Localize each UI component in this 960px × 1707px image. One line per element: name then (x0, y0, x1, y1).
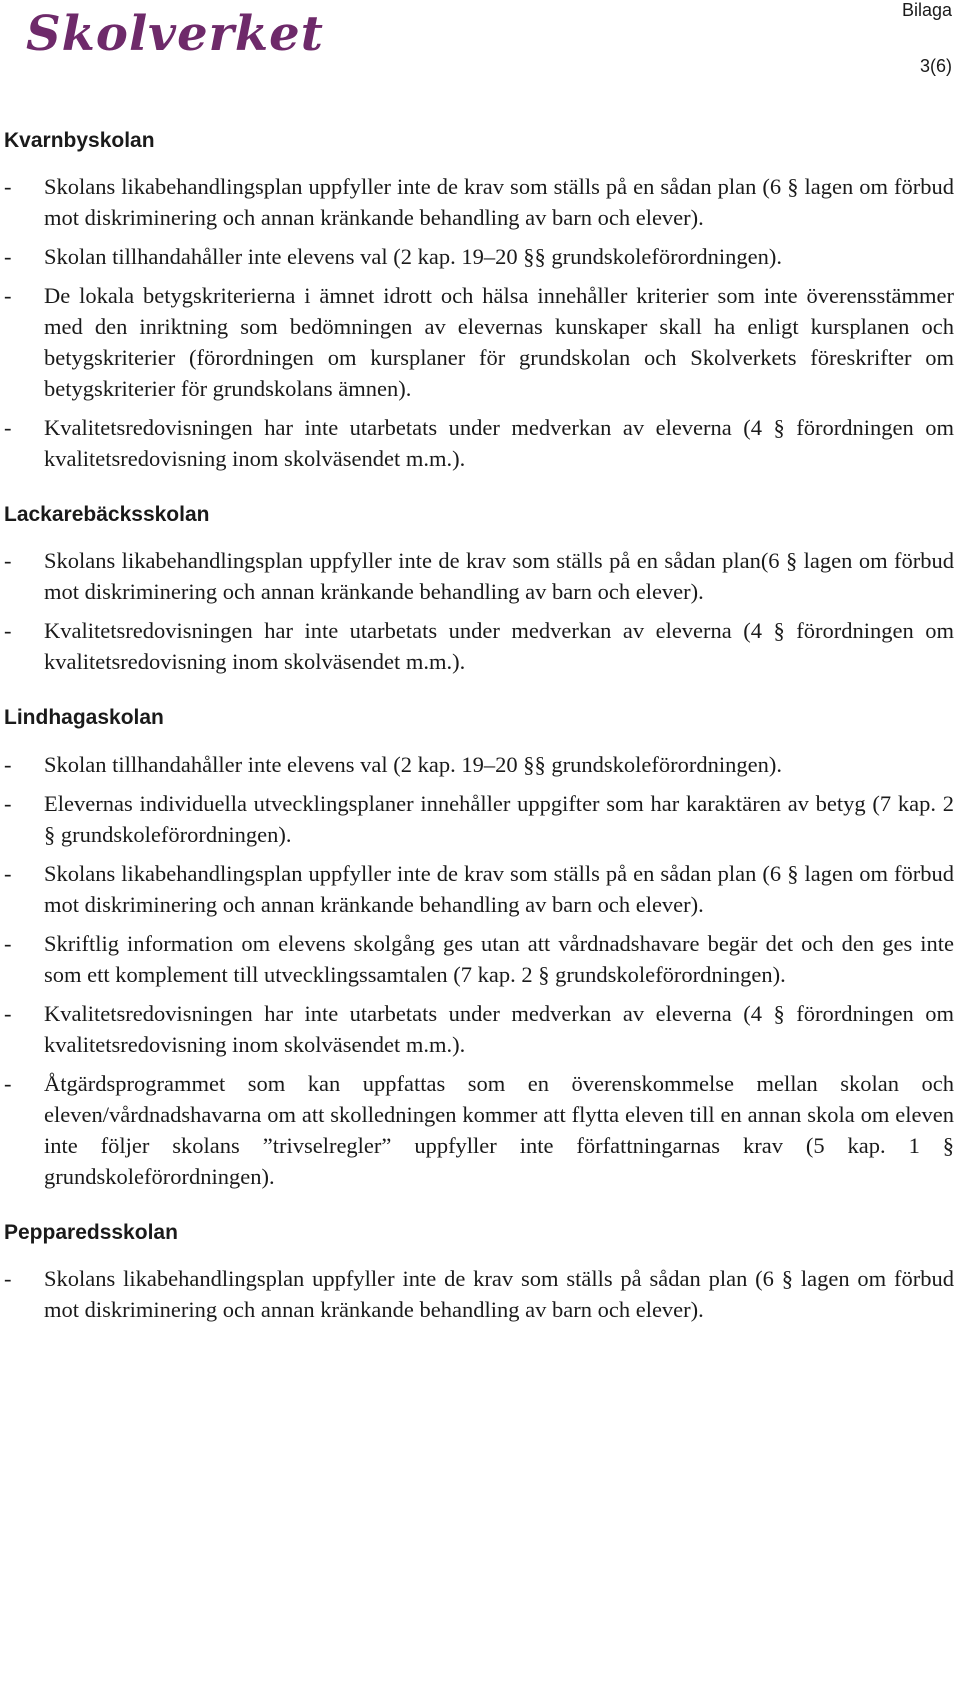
section-lindhagaskolan (4, 705, 954, 1191)
section-heading: Lackarebäcksskolan (4, 503, 210, 527)
finding-item (4, 1068, 954, 1192)
finding-text: Elevernas individuella utvecklingsplaner innehåller uppgifter som har karaktären av betyg (7 kap. 2 § grundskoleförordningen). (44, 790, 954, 847)
section-pepparedsskolan (4, 1220, 954, 1325)
dash-marker: - (4, 618, 12, 644)
appendix-label: Bilaga (901, 0, 952, 20)
section-lackarebacksskolan (4, 502, 954, 677)
dash-marker: - (4, 930, 12, 956)
finding-text: Skolans likabehandlingsplan uppfyller inte de krav som ställs på en sådan plan(6 § lagen om förbud mot diskriminering och annan kränkande behandling av barn och elever). (44, 548, 954, 605)
finding-text: Kvalitetsredovisningen har inte utarbetats under medverkan av eleverna (4 § förordningen om kvalitetsredovisning inom skolväsendet m.m.). (44, 1000, 954, 1057)
finding-item (4, 545, 954, 607)
finding-text: Kvalitetsredovisningen har inte utarbetats under medverkan av eleverna (4 § förordningen om kvalitetsredovisning inom skolväsendet m.m.). (44, 618, 954, 675)
dash-marker: - (4, 1000, 12, 1026)
dash-marker: - (4, 244, 12, 270)
finding-list (4, 545, 954, 677)
finding-item (4, 171, 954, 233)
section-kvarnbyskolan (4, 128, 954, 474)
finding-text: De lokala betygskriterierna i ämnet idrott och hälsa innehåller kriterier som inte överensstämmer med den inriktning som bedömningen av elevernas kunskaper skall ha enligt kursplanen och betygskriterier (förordningen om kursplaner för grundskolan och Skolverkets föreskrifter om betygskriterier för grundskolans ämnen). (44, 283, 954, 402)
finding-item (4, 241, 954, 272)
dash-marker: - (4, 1070, 12, 1096)
finding-text: Kvalitetsredovisningen har inte utarbetats under medverkan av eleverna (4 § förordningen om kvalitetsredovisning inom skolväsendet m.m.). (44, 415, 954, 472)
finding-text: Skolan tillhandahåller inte elevens val (2 kap. 19–20 §§ grundskoleförordningen). (44, 244, 782, 270)
dash-marker: - (4, 174, 12, 200)
finding-item (4, 998, 954, 1060)
section-heading: Lindhagaskolan (4, 706, 164, 730)
finding-item (4, 1263, 954, 1325)
dash-marker: - (4, 283, 12, 309)
skolverket-logo: Skolverket (26, 6, 324, 62)
document-body (4, 128, 954, 1353)
dash-marker: - (4, 1265, 12, 1291)
dash-marker: - (4, 548, 12, 574)
section-heading: Pepparedsskolan (4, 1220, 178, 1244)
finding-item (4, 412, 954, 474)
dash-marker: - (4, 751, 12, 777)
dash-marker: - (4, 415, 12, 441)
finding-item (4, 858, 954, 920)
finding-item (4, 280, 954, 404)
finding-text: Skriftlig information om elevens skolgång ges utan att vårdnadshavare begär det och den ges inte som ett komplement till utvecklingssamtalen (7 kap. 2 § grundskoleförordningen). (44, 930, 954, 987)
finding-text: Skolans likabehandlingsplan uppfyller inte de krav som ställs på en sådan plan (6 § lagen om förbud mot diskriminering och annan kränkande behandling av barn och elever). (44, 860, 954, 917)
finding-text: Skolan tillhandahåller inte elevens val (2 kap. 19–20 §§ grundskoleförordningen). (44, 751, 782, 777)
finding-list (4, 171, 954, 474)
finding-text: Skolans likabehandlingsplan uppfyller inte de krav som ställs på sådan plan (6 § lagen om förbud mot diskriminering och annan kränkande behandling av barn och elever). (44, 1265, 954, 1322)
page-number: 3(6) (919, 56, 952, 76)
finding-list (4, 749, 954, 1192)
finding-item (4, 788, 954, 850)
dash-marker: - (4, 790, 12, 816)
finding-list (4, 1263, 954, 1325)
finding-text: Åtgärdsprogrammet som kan uppfattas som en överenskommelse mellan skolan och eleven/vårdnadshavarna om att skolledningen kommer att flytta eleven till en annan skola om eleven inte följer skolans ”trivselregler” uppfyller inte författningarnas krav (5 kap. 1 § grundskoleförordningen). (44, 1070, 954, 1189)
finding-item (4, 928, 954, 990)
finding-text: Skolans likabehandlingsplan uppfyller inte de krav som ställs på en sådan plan (6 § lagen om förbud mot diskriminering och annan kränkande behandling av barn och elever). (44, 174, 954, 231)
dash-marker: - (4, 860, 12, 886)
finding-item (4, 749, 954, 780)
finding-item (4, 615, 954, 677)
section-heading: Kvarnbyskolan (4, 129, 155, 152)
